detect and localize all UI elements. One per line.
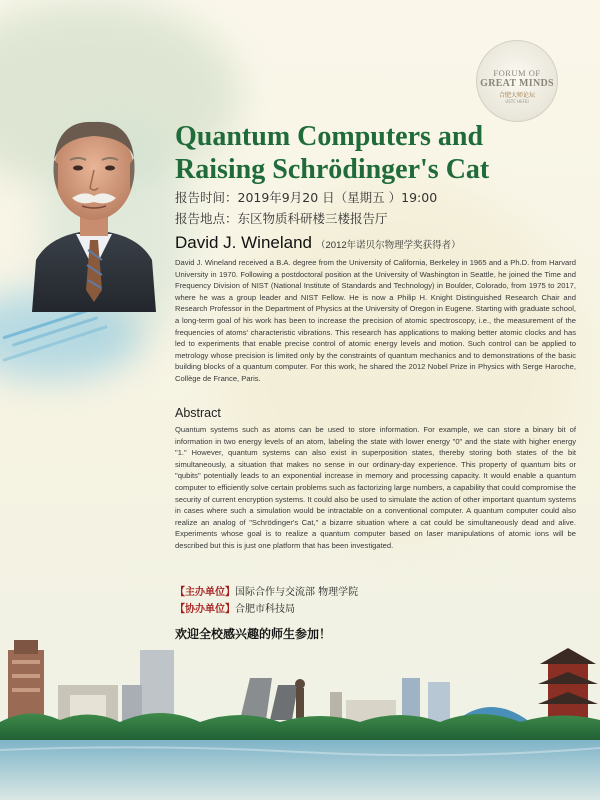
logo-line-4: USTC HEFEI bbox=[505, 99, 529, 104]
speaker-name-row bbox=[175, 233, 461, 253]
logo-line-1: FORUM OF bbox=[493, 68, 541, 78]
abstract-heading: Abstract bbox=[175, 406, 221, 420]
logo-line-3: 合肥大师论坛 bbox=[498, 92, 535, 99]
co-organizer-label: 【协办单位】 bbox=[175, 604, 235, 615]
forum-logo bbox=[476, 40, 558, 122]
city-skyline-illustration bbox=[0, 630, 600, 800]
co-organizer bbox=[175, 600, 295, 615]
welcome-message: 欢迎全校感兴趣的师生参加！ bbox=[175, 627, 332, 641]
speaker-name: David J. Wineland bbox=[175, 233, 313, 252]
host-label: 【主办单位】 bbox=[175, 587, 235, 598]
talk-title-line-1: Quantum Computers and bbox=[175, 121, 484, 152]
co-organizer-value: 合肥市科技局 bbox=[235, 604, 295, 615]
logo-line-2: GREAT MINDS bbox=[480, 78, 554, 89]
talk-title-line-2: Raising Schrödinger's Cat bbox=[175, 154, 490, 185]
host-value: 国际合作与交流部 物理学院 bbox=[235, 587, 359, 598]
talk-time: 报告时间：2019年9月20 日（星期五 ）19:00 bbox=[175, 190, 438, 205]
talk-title bbox=[175, 120, 575, 186]
speaker-portrait bbox=[28, 110, 160, 312]
speaker-bio: David J. Wineland received a B.A. degree from the University of California, Berkeley in 1965 and a Ph.D. from Harvard University in 1970. Following a postdoctoral position at the University of Washington in Seattle, he joined the Time and Frequency Division of NIST (National Institute of Standards and Technology) in Boulder, Colorado, from 1975 to 2017, where he was a group leader and NIST Fellow. He is now a Philip H. Knight Distinguished Research Chair and Research Professor in the Department of Physics at the University of Oregon in Eugene. Starting with graduate school, a long-term goal of his work has been to increase the precision of atomic spectroscopy, i.e., the measurement of the frequencies of atoms' characteristic vibrations. This research has applications to making better atomic clocks and has led to experiments that enable precise control of atomic energy levels and motion. Such control can be applied to metrology whose precision is limited only by the constraints of quantum mechanics and to demonstrations of the basic building blocks of a quantum computer. For this work, he shared the 2012 Nobel Prize in Physics with Serge Haroche, Collège de France, Paris. bbox=[175, 258, 576, 383]
speaker-award-note: （2012年诺贝尔物理学奖获得者） bbox=[316, 240, 461, 251]
talk-location: 报告地点：东区物质科研楼三楼报告厅 bbox=[175, 211, 388, 226]
host-organizer bbox=[175, 583, 358, 598]
abstract-text: Quantum systems such as atoms can be used to store information. For example, we can store a binary bit of information in two energy levels of an atom, labeling the state with lower energy "0" and the state with higher energy "1." However, quantum systems can also exist in superposition states, thereby storing both states of the bit simultaneously, a situation that makes no sense in our ordinary-day experience. This property of quantum bits or "qubits" potentially leads to an exponential increase in memory and processing capacity. It would enable a quantum computer to efficiently solve certain problems such as factorizing large numbers, a capability that could compromise the security of current encryption systems. It could also be used to simulate the action of other important quantum systems in cases where such a simulation would be intractable on a conventional computer. A quantum computer could also realize an analog of "Schrödinger's Cat," a bizarre situation where a cat could be simultaneously dead and alive. Experiments whose goal is to realize a quantum computer based on laser manipulations of atomic ions will be described but this is just one platform that has been investigated. bbox=[175, 425, 576, 550]
